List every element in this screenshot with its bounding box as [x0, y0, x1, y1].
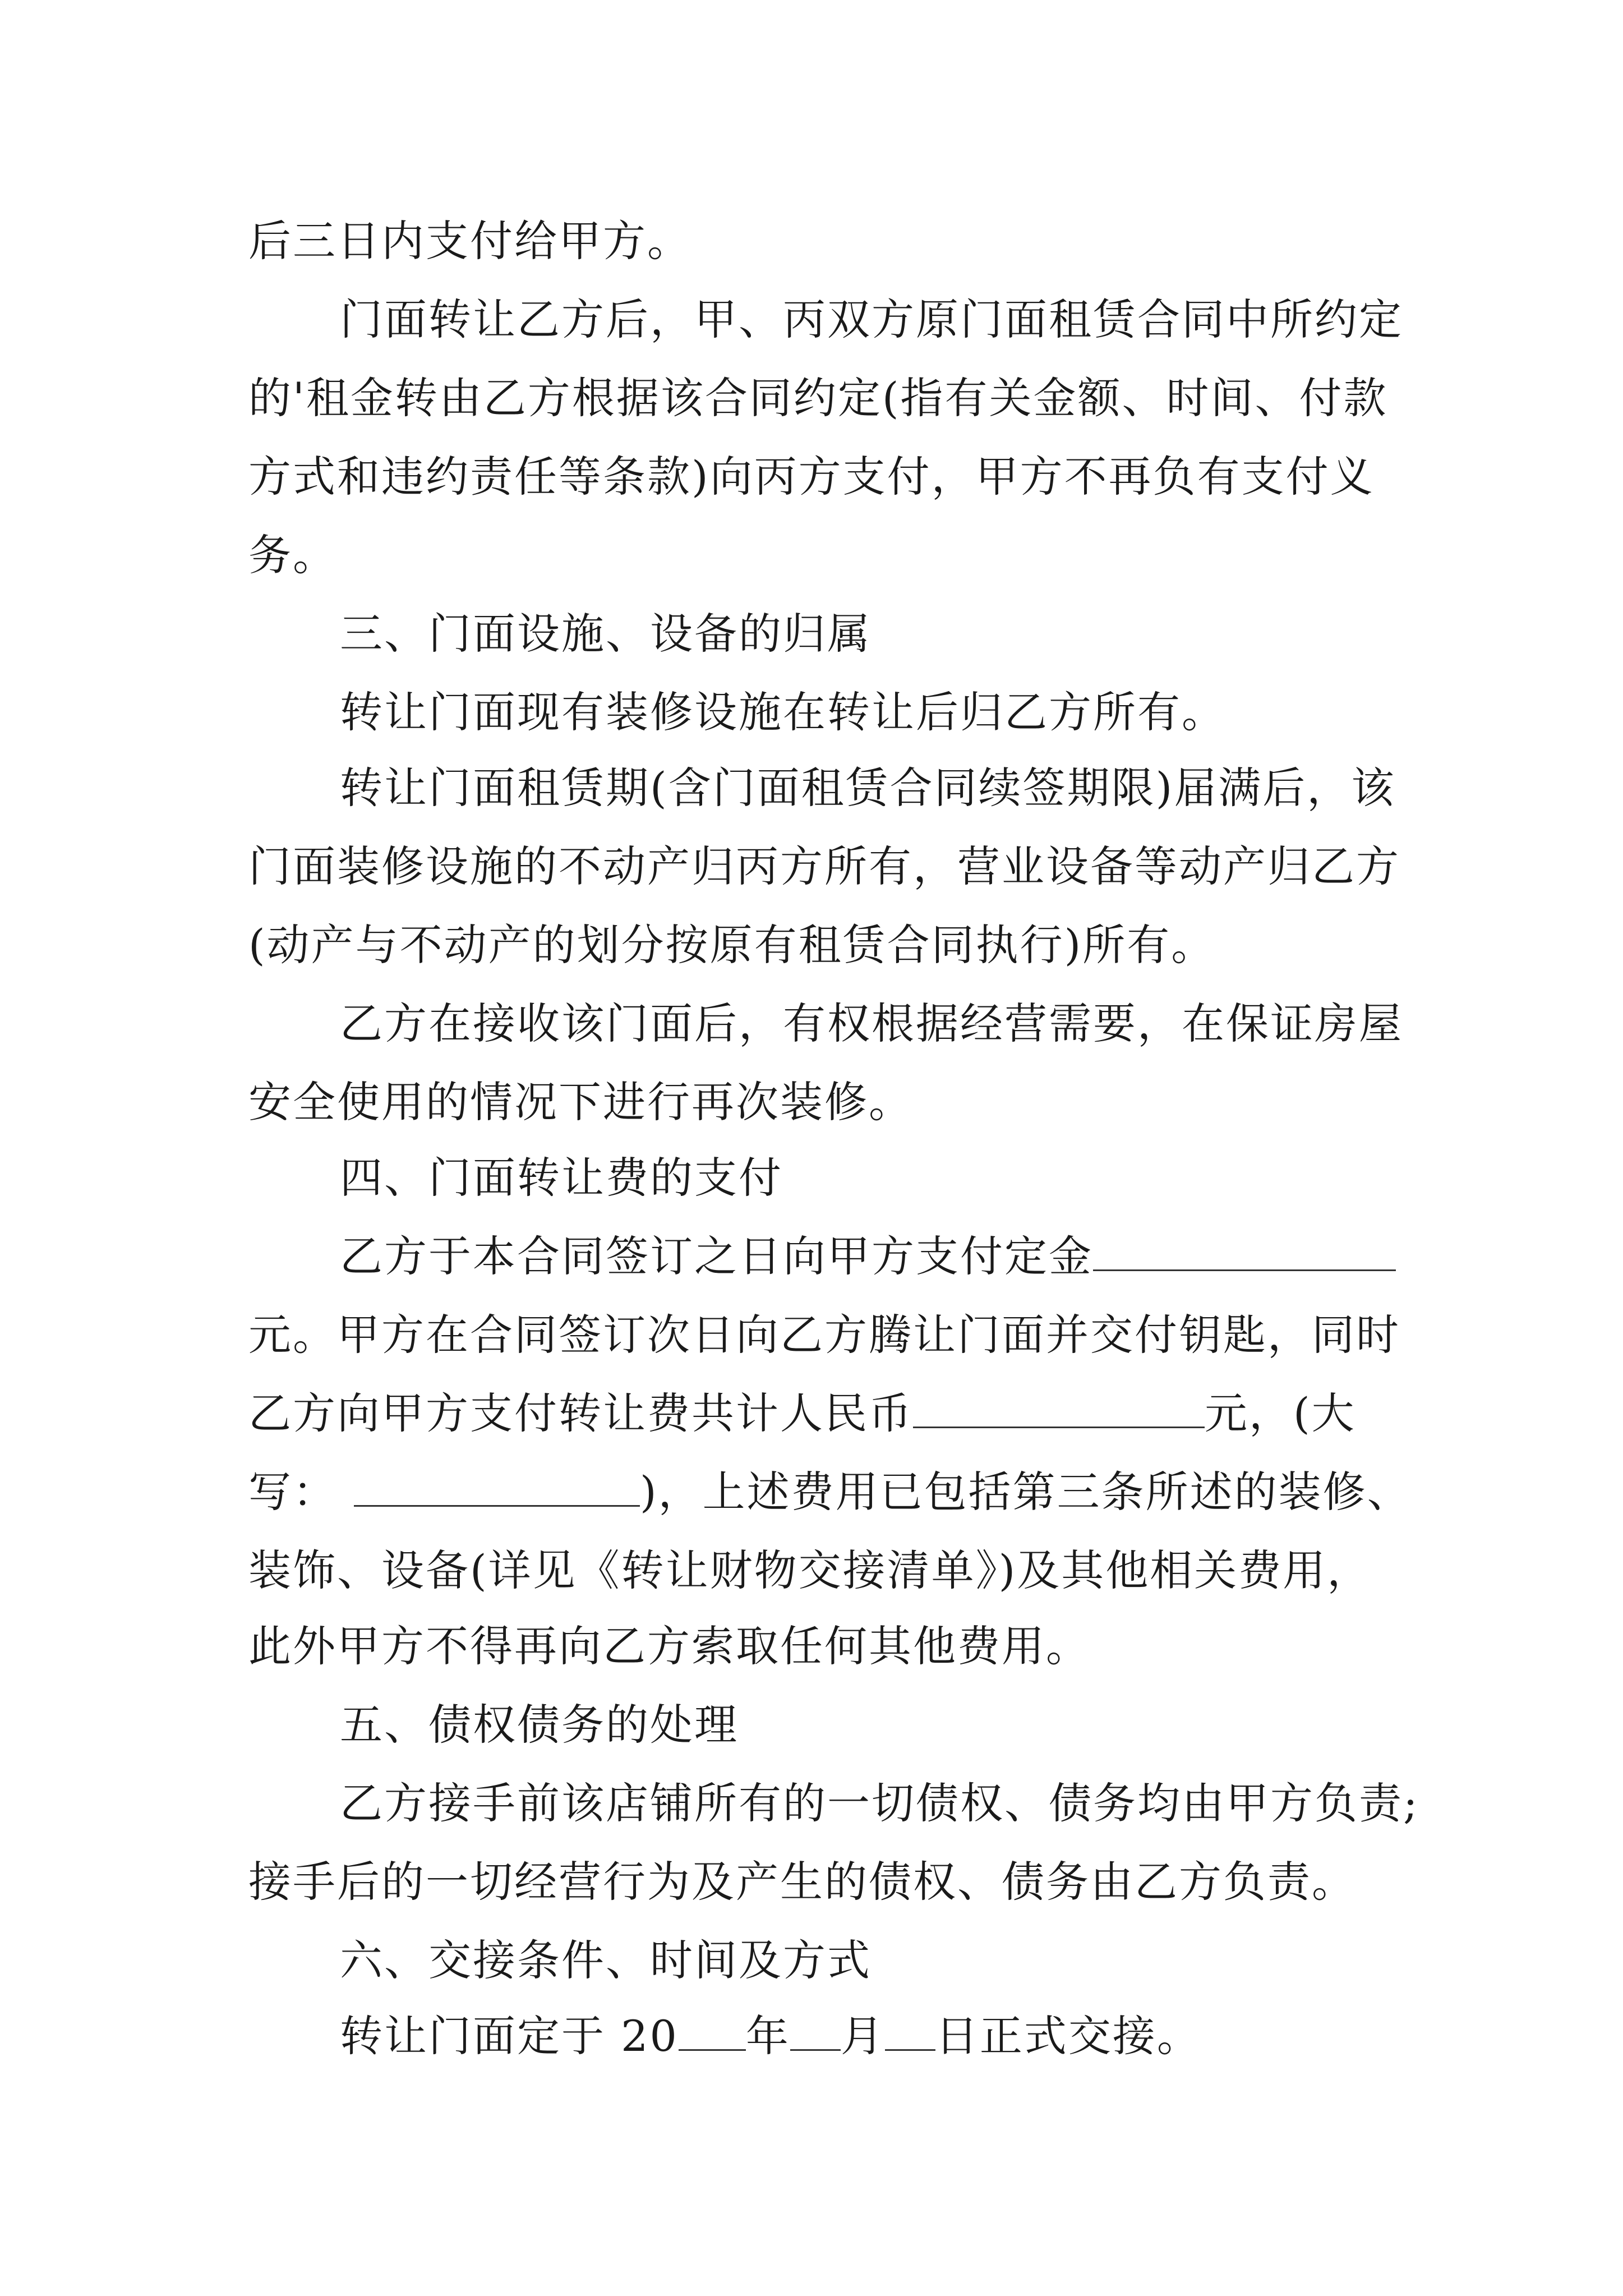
section-heading: 四、门面转让费的支付	[340, 1153, 783, 1203]
section-heading: 三、门面设施、设备的归属	[340, 609, 872, 659]
paragraph-line: 务。	[248, 530, 337, 580]
transfer-fee-blank	[913, 1386, 1205, 1428]
paragraph-line: 乙方接手前该店铺所有的一切债权、债务均由甲方负责;	[340, 1778, 1419, 1828]
paragraph-line: 后三日内支付给甲方。	[248, 216, 691, 266]
paragraph-line: 转让门面租赁期(含门面租赁合同续签期限)届满后，该	[340, 763, 1396, 813]
paragraph-line: 门面转让乙方后，甲、丙双方原门面租赁合同中所约定	[340, 295, 1403, 344]
paragraph-line: 写： )，上述费用已包括第三条所述的装修、	[248, 1464, 1412, 1520]
paragraph-line: 乙方于本合同签订之日向甲方支付定金	[340, 1228, 1396, 1285]
paragraph-line: 此外甲方不得再向乙方索取任何其他费用。	[248, 1621, 1090, 1671]
day-blank	[885, 2009, 935, 2051]
amount-in-words-blank	[354, 1465, 640, 1507]
section-heading: 五、债权债务的处理	[340, 1700, 739, 1750]
month-blank	[790, 2009, 841, 2051]
paragraph-line: 门面装修设施的不动产归丙方所有，营业设备等动产归乙方	[248, 841, 1400, 891]
paragraph-line: 转让门面定于 20 年 月 日正式交接。	[340, 2008, 1201, 2064]
year-blank	[679, 2009, 746, 2051]
paragraph-line: 乙方在接收该门面后，有权根据经营需要，在保证房屋	[340, 999, 1403, 1048]
section-heading: 六、交接条件、时间及方式	[340, 1935, 872, 1985]
paragraph-line: (动产与不动产的划分按原有租赁合同执行)所有。	[248, 920, 1216, 970]
paragraph-line: 元。甲方在合同签订次日向乙方腾让门面并交付钥匙，同时	[248, 1310, 1400, 1360]
deposit-amount-blank	[1093, 1229, 1396, 1271]
paragraph-line: 乙方向甲方支付转让费共计人民币 元，(大	[248, 1386, 1356, 1442]
paragraph-line: 装饰、设备(详见《转让财物交接清单》)及其他相关费用，	[248, 1545, 1372, 1595]
paragraph-line: 的'租金转由乙方根据该合同约定(指有关金额、时间、付款	[248, 373, 1388, 423]
paragraph-line: 转让门面现有装修设施在转让后归乙方所有。	[340, 687, 1226, 737]
paragraph-line: 接手后的一切经营行为及产生的债权、债务由乙方负责。	[248, 1857, 1356, 1907]
paragraph-line: 安全使用的情况下进行再次装修。	[248, 1077, 913, 1127]
paragraph-line: 方式和违约责任等条款)向丙方支付，甲方不再负有支付义	[248, 452, 1375, 501]
